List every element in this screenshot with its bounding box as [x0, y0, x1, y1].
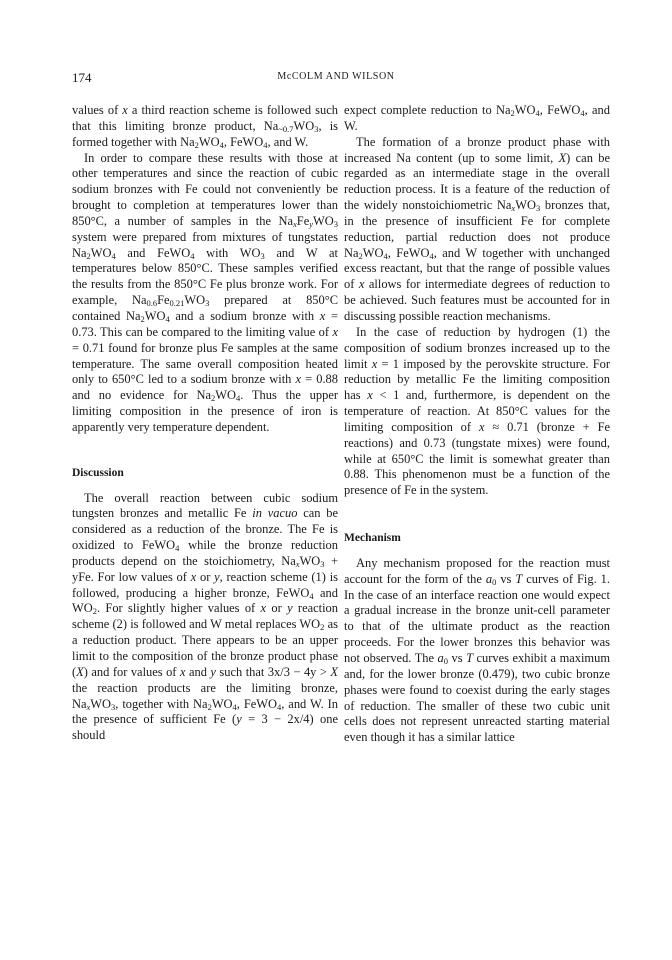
paragraph: In the case of reduction by hydrogen (1) the composition of sodium bronzes increased up to the limit x = 1 imposed by the perovskite structure. For reduction by metallic Fe the limiting composition has x < 1 and, furthermore, is dependent on the temperature of reaction. At 850°C values for the limiting composition of x ≈ 0.71 (bronze + Fe reactions) and 0.73 (tungstate mixes) were found, while at 650°C the limit is somewhat greater than 0.88. This phenomenon must be a function of the presence of Fe in the system. — [344, 324, 611, 498]
paragraph: The formation of a bronze product phase with increased Na content (up to some limit, X) can be regarded as an intermediate stage in the overall reduction process. It is a feature of the reduction of the widely nonstoichiometric $Na_xWO_3$ bronzes that, in the presence of insufficient Fe for complete reduction, partial reduction does not produce $Na_2WO_4$, FeWO$_4$, and W together with unchanged excess reactant, but that the range of possible values of x allows for intermediate degrees of reduction to be achieved. Such features must be accounted for in discussing possible reaction mechanisms. — [344, 134, 610, 323]
spacer — [72, 436, 338, 466]
right-column — [344, 103, 610, 746]
paragraph: values of x a third reaction scheme is followed such that this limiting bronze product, $Na_{\sim 0.7}WO_3$, is formed together with $Na_2WO_4$, FeWO$_4$, and W. — [72, 103, 339, 150]
paragraph: The overall reaction between cubic sodium tungsten bronzes and metallic Fe in vacuo can be considered as a reduction of the bronze. The Fe is oxidized to FeWO$_4$ while the bronze reduction products depend on the stoichiometry, $Na_xWO_3$ + yFe. For low values of x or y, reaction scheme (1) is followed, producing a higher bronze, FeWO$_4$ and $WO_2$. For slightly higher values of x or y reaction scheme (2) is followed and W metal replaces $WO_2$ as a reduction product. There appears to be an upper limit to the composition of the bronze product phase (X) and for values of x and y such that 3x/3 − 4y > X the reaction products are the limiting bronze, $Na_xWO_3$, together with $Na_2WO_4$, FeWO$_4$, and W. In the presence of sufficient Fe (y = 3 − 2x/4) one should — [72, 490, 339, 743]
left-column — [72, 103, 338, 744]
section-heading-discussion: Discussion — [72, 466, 124, 479]
paragraph: expect complete reduction to $Na_2WO_4$, FeWO$_4$, and W. — [344, 103, 610, 133]
paragraph: Any mechanism proposed for the reaction must account for the form of the $a_0$ vs T curves of Fig. 1. In the case of an interface reaction one would expect a gradual increase in the bronze unit-cell parameter to that of the ultimate product as the reaction proceeds. For the lower bronzes this behavior was not observed. The $a_0$ vs T curves exhibit a maximum and, for the lower bronze (0.479), two cubic bronze phases were found to coexist during the early stages of reduction. The smaller of these two cubic unit cells does not represent unreacted starting material even though it has a similar lattice — [344, 555, 611, 745]
running-title: McCOLM AND WILSON — [277, 71, 395, 82]
spacer — [344, 499, 610, 531]
page-number: 174 — [72, 70, 92, 85]
paragraph: In order to compare these results with those at other temperatures and since the reaction of cubic sodium bronzes with Fe could not conveniently be brought to completion at temperatures lower than 850°C, a number of samples in the $Na_xFe_yWO_3$ system were prepared from mixtures of tungstates $Na_2WO_4$ and FeWO$_4$ with $WO_3$ and W at temperatures below 850°C. These samples verified the results from the 850°C Fe plus bronze work. For example, $Na_{0.6}Fe_{0.21}WO_3$ prepared at 850°C contained $Na_2WO_4$ and a sodium bronze with x = 0.73. This can be compared to the limiting value of x = 0.71 found for bronze plus Fe samples at the same temperature. The same overall composition heated only to 650°C led to a sodium bronze with x = 0.88 and no evidence for $Na_2WO_4$. Thus the upper limiting composition in the presence of iron is apparently very temperature dependent. — [72, 150, 339, 434]
section-heading-mechanism: Mechanism — [344, 532, 401, 545]
running-header — [72, 70, 600, 88]
